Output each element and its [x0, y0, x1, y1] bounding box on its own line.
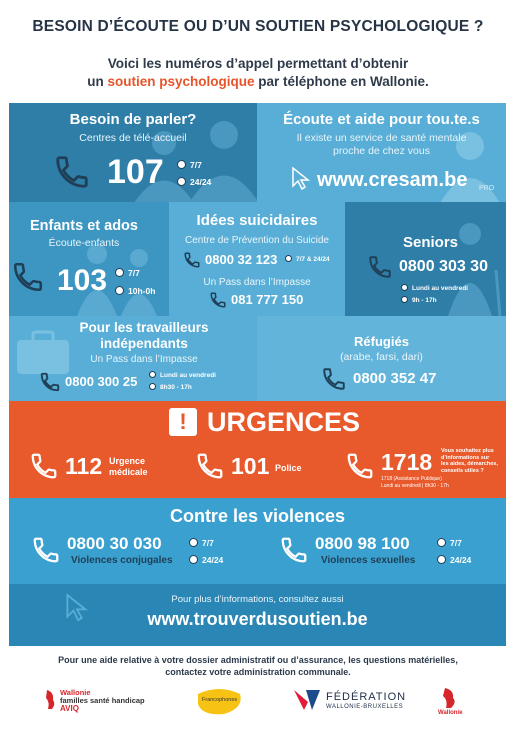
violences-sexuelles-number[interactable]: 0800 98 100: [315, 534, 410, 553]
clock-icon: [177, 160, 186, 169]
besoin-hours-1: 7/7: [177, 160, 202, 170]
intro-text: [0, 55, 516, 91]
enfants-hours-1: 7/7: [115, 268, 140, 278]
travailleurs-title-1: Pour les travailleurs: [79, 320, 209, 335]
refugies-number[interactable]: 0800 352 47: [353, 370, 437, 387]
idees-subtitle2: Un Pass dans l’Impasse: [203, 277, 311, 288]
urgences-1718-sub: [381, 476, 449, 490]
pro-label: PRO: [479, 185, 495, 192]
urgences-101[interactable]: 101: [231, 453, 270, 479]
travailleurs-card: [9, 316, 257, 401]
urgences-title: URGENCES: [207, 407, 361, 437]
idees-hours: 7/7 & 24/24: [285, 255, 330, 263]
urgences-sub-1: 1718 (Assistance Publique): [381, 476, 442, 482]
info-card: [9, 584, 506, 646]
info-text: Pour plus d’informations, consultez aussi: [171, 594, 344, 605]
francophones-text: Francophones: [202, 697, 238, 703]
rooster-logo-icon: [44, 688, 58, 710]
urgences-112-label-a: Urgence: [109, 456, 146, 466]
page-title: BESOIN D’ÉCOUTE OU D’UN SOUTIEN PSYCHOLOGIQUE ?: [32, 18, 484, 35]
federation-text-2: WALLONIE-BRUXELLES: [326, 704, 404, 710]
refugies-card: [257, 316, 506, 401]
urgences-card: [9, 401, 506, 498]
intro-highlight: soutien psychologique: [107, 74, 255, 89]
clock-icon: [189, 555, 198, 564]
violences-sexuelles-hours-2: 24/24: [437, 555, 471, 565]
clock-icon: [115, 268, 124, 277]
violences-sexuelles-label: Violences sexuelles: [321, 555, 416, 566]
clock-icon: [149, 383, 156, 390]
wallonie-text: Wallonie: [438, 710, 463, 716]
besoin-de-parler-card: [9, 103, 257, 202]
idees-number2[interactable]: 081 777 150: [231, 292, 304, 307]
travailleurs-hours-1: Lundi au vendredi: [149, 371, 216, 379]
federation-logo-shape-icon: [292, 688, 322, 712]
seniors-hours-1: Lundi au vendredi: [401, 284, 468, 292]
travailleurs-title-2: indépendants: [100, 336, 188, 351]
phone-icon: [31, 535, 61, 565]
clock-icon: [437, 555, 446, 564]
intro-line2: [0, 73, 516, 91]
phone-icon: [39, 371, 61, 393]
besoin-title: Besoin de parler?: [69, 111, 197, 128]
urgences-112-label: [109, 456, 148, 478]
alert-icon: !: [169, 408, 197, 436]
clock-icon: [115, 286, 124, 295]
urgences-101-label: Police: [275, 463, 302, 473]
federation-text-1: FÉDÉRATION: [326, 691, 407, 703]
refugies-title: Réfugiés: [354, 334, 409, 349]
violences-conjugales-hours-2: 24/24: [189, 555, 223, 565]
refugies-subtitle: (arabe, farsi, dari): [340, 351, 423, 363]
violences-title: Contre les violences: [169, 506, 346, 526]
phone-icon: [183, 251, 201, 269]
phone-icon: [209, 291, 227, 309]
urgences-sub-2: Lundi au vendredi | 8h30 - 17h: [381, 483, 449, 489]
phone-icon: [345, 451, 375, 481]
federation-logo: [292, 688, 407, 714]
besoin-hours-2: 24/24: [177, 177, 211, 187]
phone-icon: [195, 451, 225, 481]
cresam-link[interactable]: www.cresam.be: [317, 169, 468, 191]
urgences-112[interactable]: 112: [65, 453, 103, 479]
phone-icon: [279, 535, 309, 565]
seniors-title: Seniors: [403, 234, 459, 251]
idees-card: [169, 202, 345, 316]
travailleurs-hours-2: 8h30 - 17h: [149, 383, 192, 391]
footer-text: [0, 654, 516, 678]
urgences-note-1: Vous souhaitez plus: [441, 448, 494, 454]
idees-title: Idées suicidaires: [196, 212, 318, 229]
ecoute-line2: proche de chez vous: [333, 145, 430, 157]
seniors-card: [345, 202, 506, 316]
phone-icon: [53, 153, 91, 191]
aviq-text-3: AVIQ: [60, 704, 79, 713]
phone-icon: [321, 366, 347, 392]
intro-pre: un: [87, 74, 108, 89]
clock-icon: [401, 296, 408, 303]
phone-icon: [11, 260, 45, 294]
clock-icon: [437, 538, 446, 547]
clock-icon: [149, 371, 156, 378]
footer-line1: Pour une aide relative à votre dossier administratif ou d’assurance, les questions matérielles,: [58, 655, 458, 665]
urgences-112-label-b: médicale: [109, 467, 148, 477]
wallonie-logo: [438, 686, 463, 716]
seniors-hours-2: 9h - 17h: [401, 296, 437, 304]
violences-conjugales-hours-1: 7/7: [189, 538, 214, 548]
trouverdusoutien-link[interactable]: www.trouverdusoutien.be: [147, 609, 368, 629]
violences-sexuelles-hours-1: 7/7: [437, 538, 462, 548]
idees-number[interactable]: 0800 32 123: [205, 252, 278, 267]
phone-icon: [367, 254, 393, 280]
ecoute-card: [257, 103, 506, 202]
rooster-logo-icon: [440, 686, 460, 710]
ecoute-line1: Il existe un service de santé mentale: [296, 132, 467, 144]
enfants-title: Enfants et ados: [30, 218, 138, 234]
urgences-note-4: conseils utiles ?: [441, 467, 484, 474]
idees-subtitle: Centre de Prévention du Suicide: [185, 235, 329, 246]
clock-icon: [285, 255, 292, 262]
seniors-number[interactable]: 0800 303 30: [399, 258, 488, 275]
urgences-1718[interactable]: 1718: [381, 449, 433, 475]
violences-conjugales-label: Violences conjugales: [71, 555, 173, 566]
clock-icon: [401, 284, 408, 291]
aviq-text-2: familles santé handicap: [60, 696, 145, 705]
clock-icon: [189, 538, 198, 547]
urgences-note-3: les aides, démarches,: [441, 461, 498, 467]
besoin-number[interactable]: 107: [107, 153, 164, 191]
violences-conjugales-number[interactable]: 0800 30 030: [67, 534, 162, 553]
footer-line2: contactez votre administration communale.: [165, 667, 351, 677]
enfants-subtitle: Écoute-enfants: [48, 237, 120, 249]
enfants-number[interactable]: 103: [57, 264, 108, 297]
ecoute-title: Écoute et aide pour tou.te.s: [283, 111, 480, 128]
cursor-icon: [291, 166, 311, 190]
travailleurs-title: [29, 320, 257, 352]
travailleurs-number[interactable]: 0800 300 25: [65, 374, 138, 389]
aviq-text-1: Wallonie: [60, 688, 91, 697]
urgences-note-2: d’informations sur: [441, 454, 490, 461]
intro-post: par téléphone en Wallonie.: [254, 74, 429, 89]
besoin-subtitle: Centres de télé-accueil: [79, 132, 187, 144]
travailleurs-subtitle: Un Pass dans l’Impasse: [90, 354, 198, 365]
enfants-card: [9, 202, 169, 316]
phone-icon: [29, 451, 59, 481]
violences-card: [9, 498, 506, 584]
clock-icon: [177, 177, 186, 186]
enfants-hours-2: 10h-0h: [115, 286, 155, 296]
intro-line1: Voici les numéros d’appel permettant d’obtenir: [107, 56, 409, 71]
francophones-logo: [194, 686, 244, 718]
urgences-1718-note: [441, 448, 498, 474]
